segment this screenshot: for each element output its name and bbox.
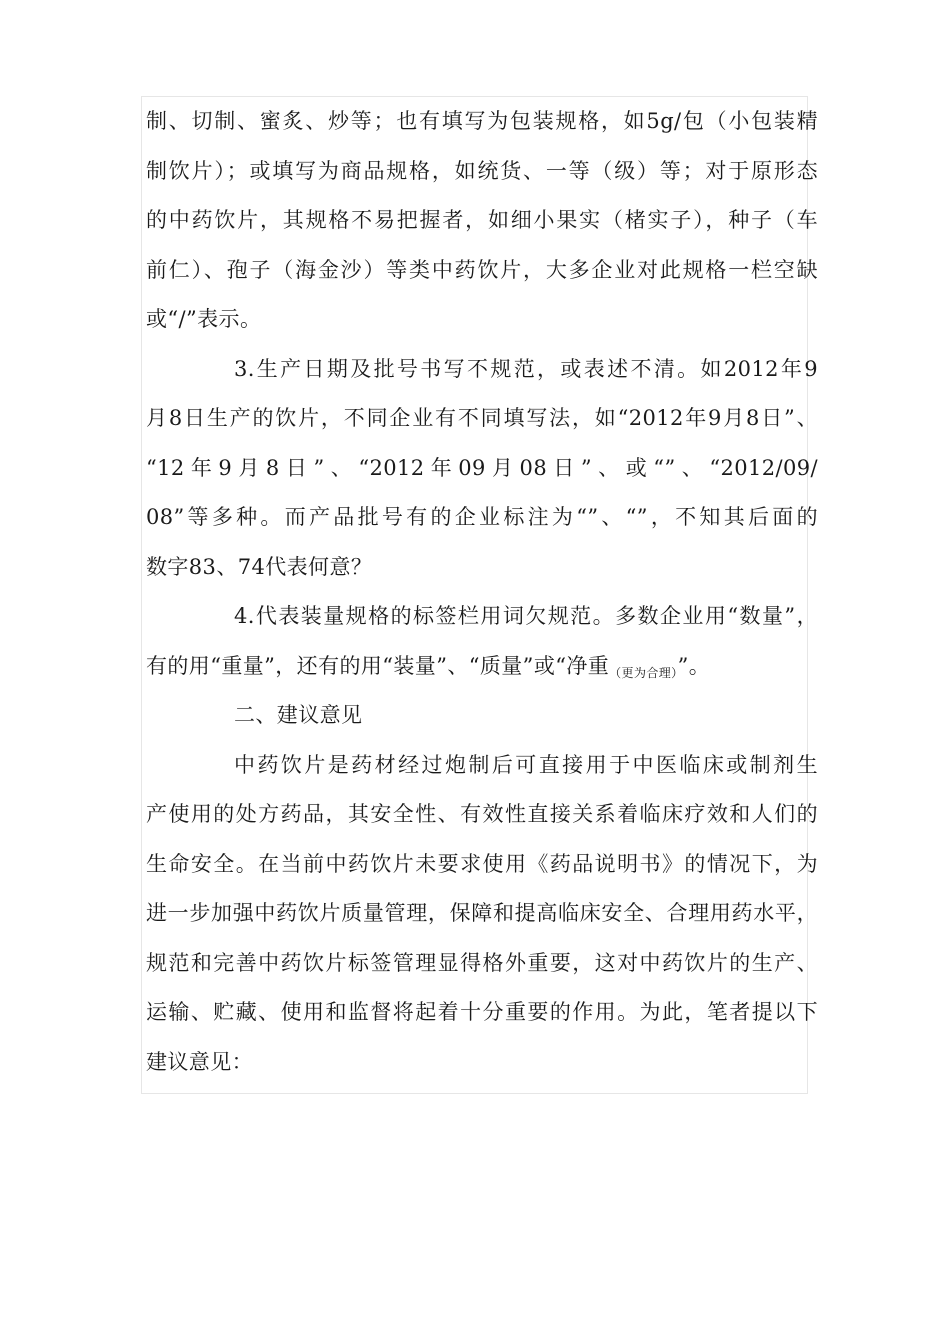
text-line-18: 规范和完善中药饮片标签管理显得格外重要，这对中药饮片的生产、: [146, 951, 818, 975]
text-line-20: 建议意见：: [146, 1050, 253, 1074]
text-line-9: 08”等多种。而产品批号有的企业标注为“”、“”，不知其后面的: [146, 505, 818, 529]
text-line-17: 进一步加强中药饮片质量管理，保障和提高临床安全、合理用药水平，: [146, 901, 818, 925]
text-line-19: 运输、贮藏、使用和监督将起着十分重要的作用。为此，笔者提以下: [146, 1000, 818, 1024]
text-line-3: 的中药饮片，其规格不易把握者，如细小果实（楮实子），种子（车: [146, 208, 818, 232]
text-line-12-end: ”。: [677, 654, 711, 678]
text-line-7: 月8日生产的饮片，不同企业有不同填写法，如“2012年9月8日”、: [146, 406, 818, 430]
text-line-4: 前仁）、孢子（海金沙）等类中药饮片，大多企业对此规格一栏空缺: [146, 258, 818, 282]
text-line-10: 数字83、74代表何意？: [146, 555, 373, 579]
document-text-block: [141, 96, 818, 1094]
text-line-12-note: （更为合理）: [609, 666, 678, 680]
text-line-12: [146, 642, 818, 691]
paragraph-3-start: 3.生产日期及批号书写不规范，或表述不清。如2012年9: [234, 357, 818, 381]
text-line-1: 制、切制、蜜炙、炒等；也有填写为包装规格，如5g/包（小包装精: [146, 109, 818, 133]
section-heading: 二、建议意见: [234, 703, 363, 727]
text-line-5: 或“/”表示。: [146, 307, 262, 331]
text-line-16: 生命安全。在当前中药饮片未要求使用《药品说明书》的情况下，为: [146, 852, 818, 876]
text-line-8: “12年9月8日”、“2012年09月08日”、或“”、“2012/09/: [146, 456, 818, 480]
text-line-12-main: 有的用“重量”，还有的用“装量”、“质量”或“净重: [146, 654, 610, 678]
paragraph-4-start: 4.代表装量规格的标签栏用词欠规范。多数企业用“数量”，: [234, 604, 818, 628]
text-line-15: 产使用的处方药品，其安全性、有效性直接关系着临床疗效和人们的: [146, 802, 818, 826]
text-line-2: 制饮片）；或填写为商品规格，如统货、一等（级）等；对于原形态: [146, 159, 818, 183]
paragraph-5-start: 中药饮片是药材经过炮制后可直接用于中医临床或制剂生: [234, 753, 818, 777]
